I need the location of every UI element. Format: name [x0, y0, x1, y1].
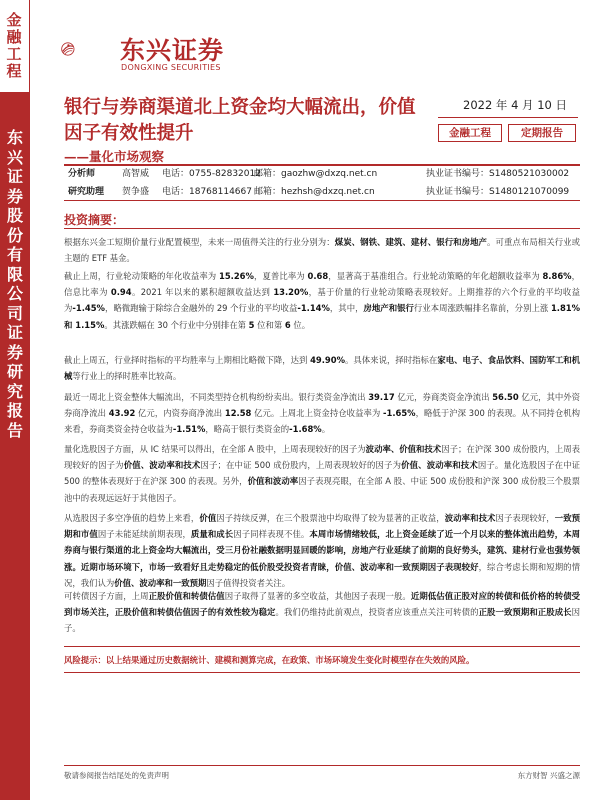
sidebar-category-char: 金 — [6, 11, 22, 29]
assistant-row — [64, 184, 580, 200]
logo-name: 东兴证券 — [120, 36, 225, 65]
report-subtitle: ——量化市场观察 — [64, 149, 165, 164]
sidebar-category-label — [6, 12, 22, 80]
report-date: 2022 年 4 月 10 日 — [463, 98, 567, 112]
sidebar-company-char: 有 — [6, 245, 23, 264]
analyst-phone: 电话：0755-82832012 — [162, 169, 261, 179]
paragraph-industry-picks: 根据东兴金工短期价量行业配置模型，未来一周值得关注的行业分别为：煤炭、钢铁、建筑、建材、银行和房地产。可重点布局相关行业或主题的 ETF 基金。 — [64, 237, 581, 264]
sidebar-company-char: 告 — [6, 420, 23, 440]
paragraph-northbound-capital: 最近一周北上资金整体大幅流出，不同类型持仓机构纷纷卖出。银行类资金净流出 39.17 亿元，券商类资金净流出 56.50 亿元，其中外资券商净流出 43.92 亿元，内资券商净流出 12.58 亿元。上周北上资金持仓收益率为 -1.65%，略低于沪深 300 的表现。从不同持仓机构来看，券商类资金持仓收益为-1.51%，略高于银行类资金的-1.68%。 — [64, 392, 581, 435]
sidebar-category — [0, 0, 30, 92]
sidebar-category-char: 融 — [6, 28, 22, 46]
analyst-license: 执业证书编号：S1480521030002 — [426, 169, 570, 179]
sidebar-company-char: 证 — [6, 323, 23, 342]
paragraph-convertible-bonds: 可转债因子方面，上周正股价值和转债估值因子取得了显著的多空收益，其他因子表现一般。近期低估值正股对应的转债和低价格的转债受到市场关注，正股价值和转债估值因子的有效性较为稳定。我们仍维持此前观点，投资者应该重点关注可转债的正股一致预期和正股成长因子。 — [64, 591, 581, 634]
assistant-role: 研究助理 — [68, 187, 105, 197]
paragraph-stock-factors: 量化选股因子方面，从 IC 结果可以得出，在全部 A 股中，上周表现较好的因子为波动率、价值和技术因子；在沪深 300 成份股内，上周表现较好的因子为价值、波动率和技术因子；在中证 500 成份股内，上周表现较好的因子为价值、波动率和技术因子。量化选股因子在中证 500 的整体表现好于在沪深 300 的表现。另外，价值和波动率因子表现亮眼，在全部 A 股、中证 500 成份股和沪深 300 成份股三个股票池中的表现远远好于其他因子。 — [64, 444, 581, 503]
risk-bottom-divider — [64, 672, 580, 673]
sidebar-company-char: 公 — [6, 284, 23, 303]
sidebar-company-char: 限 — [6, 264, 23, 284]
info-bottom-divider — [64, 200, 580, 201]
risk-warning: 风险提示：以上结果通过历史数据统计、建模和测算完成，在政策、市场环境发生变化时模型存在失效的风险。 — [64, 655, 475, 665]
sidebar-category-char: 程 — [6, 62, 22, 80]
assistant-email: 邮箱：hezhsh@dxzq.net.cn — [254, 187, 375, 197]
sidebar-company-label — [0, 128, 30, 440]
dongxing-logo-icon — [60, 24, 116, 74]
sidebar-category-char: 工 — [6, 45, 22, 63]
sidebar-company-char: 究 — [6, 381, 23, 401]
paragraph-rotation-strategy: 截止上周，行业轮动策略的年化收益率为 15.26%，夏普比率为 0.68，显著高于基准组合。行业轮动策略的年化超额收益率为 8.86%，信息比率为 0.94。2021 年以来的累积超额收益达到 13.20%，基于价量的行业轮动策略表现较好。上期推荐的六个行业的平均收益为-1.45%，略微跑输于除综合金融外的 29 个行业的平均收益-1.14%，其中，房地产和银行行业本周涨跌幅排名靠前，分别上涨 1.81%和 1.15%。其涨跌幅在 30 个行业中分别排在第 5 位和第 6 位。 — [64, 271, 581, 330]
abstract-heading: 投资摘要： — [64, 213, 125, 227]
sidebar-company-char: 证 — [6, 167, 23, 186]
footer-divider — [64, 765, 580, 766]
abstract-divider — [64, 228, 580, 229]
sidebar-company-char: 兴 — [6, 147, 23, 167]
sidebar-company-char: 股 — [6, 206, 23, 225]
analyst-email: 邮箱：gaozhw@dxzq.net.cn — [254, 169, 378, 179]
sidebar-company-char: 司 — [6, 303, 23, 323]
tag-report-type: 定期报告 — [508, 124, 576, 142]
analyst-name: 高智威 — [122, 169, 150, 179]
sidebar-company-char: 报 — [6, 401, 23, 420]
tag-category: 金融工程 — [438, 124, 502, 142]
sidebar-company-char: 东 — [6, 128, 23, 147]
assistant-name: 贺争盛 — [122, 187, 150, 197]
analyst-role: 分析师 — [68, 169, 96, 179]
assistant-license: 执业证书编号：S1480121070099 — [426, 187, 570, 197]
sidebar-company-char: 份 — [6, 225, 23, 245]
sidebar-company-char: 研 — [6, 362, 23, 381]
analyst-row — [64, 166, 580, 182]
paragraph-factor-trend: 从选股因子多空净值的趋势上来看，价值因子持续反弹，在三个股票池中均取得了较为显著的正收益，波动率和技术因子表现较好，一致预期和市值因子未能延续前期表现，质量和成长因子同样表现不佳。本周市场情绪较低，北上资金延续了近一个月以来的整体流出趋势，本周券商与银行渠道的北上资金均大幅流出，受三月份社融数据明显回暖的影响，房地产行业延续了前期的良好势头，建筑、建材行业也强势领涨。近期市场环境下，市场一致看好且走势稳定的低价股受投资者青睐，价值、波动率和一致预期因子表现较好，综合考虑长期和短期的情况，我们认为价值、波动率和一致预期因子值得投资者关注。 — [64, 513, 581, 588]
footer-slogan: 东方财智 兴盛之源 — [517, 771, 580, 780]
risk-top-divider — [64, 646, 580, 647]
sidebar-company-char: 券 — [6, 186, 23, 206]
assistant-phone: 电话：18768114667 — [162, 187, 252, 197]
footer-disclaimer: 敬请参阅报告结尾处的免责声明 — [64, 771, 169, 780]
tag-divider — [438, 117, 578, 118]
paragraph-timing-indicator: 截止上周五，行业择时指标的平均胜率与上期相比略微下降，达到 49.90%。具体来说，择时指标在家电、电子、食品饮料、国防军工和机械等行业上的择时胜率比较高。 — [64, 355, 581, 382]
report-title: 银行与券商渠道北上资金均大幅流出，价值因子有效性提升 — [64, 97, 416, 144]
sidebar-company-char: 券 — [6, 342, 23, 362]
logo-subtitle: DONGXING SECURITIES — [121, 63, 221, 72]
